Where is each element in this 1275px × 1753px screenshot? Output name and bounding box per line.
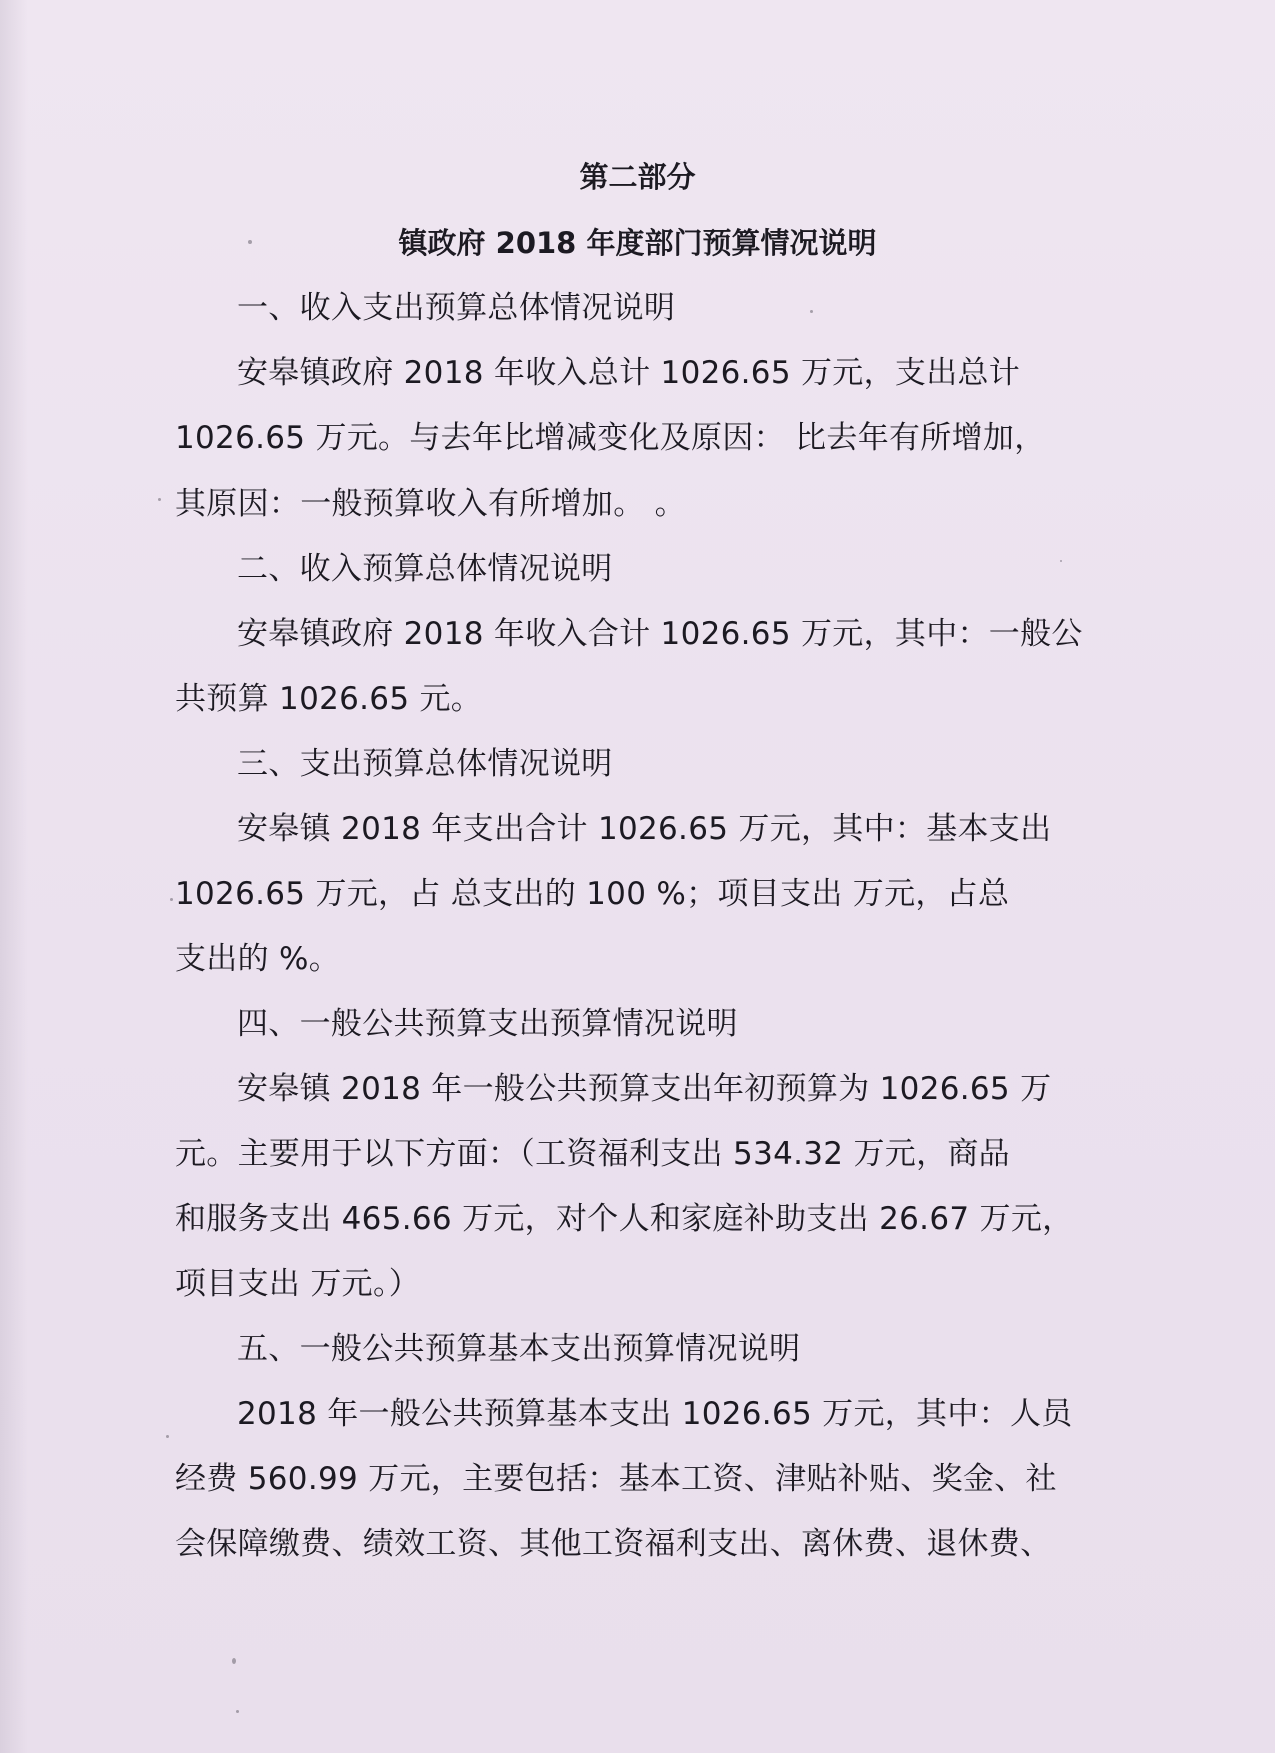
section-5-line-2: 经费 560.99 万元，主要包括：基本工资、津贴补贴、奖金、社 (175, 1461, 1057, 1497)
scan-speck (1060, 560, 1062, 562)
section-3-line-1: 安皋镇 2018 年支出合计 1026.65 万元，其中：基本支出 (237, 811, 1052, 847)
scan-speck (170, 898, 173, 901)
section-1-line-2: 1026.65 万元。与去年比增减变化及原因： 比去年有所增加， (175, 420, 1046, 456)
section-1-line-3: 其原因：一般预算收入有所增加。 。 (175, 486, 686, 522)
section-3-line-2: 1026.65 万元，占 总支出的 100 %；项目支出 万元，占总 (175, 876, 1010, 912)
scan-speck (232, 1658, 236, 1664)
section-5-line-3: 会保障缴费、绩效工资、其他工资福利支出、离休费、退休费、 (175, 1526, 1052, 1562)
scan-speck (158, 498, 161, 501)
section-1-line-1: 安皋镇政府 2018 年收入总计 1026.65 万元，支出总计 (237, 355, 1021, 391)
section-2-heading: 二、收入预算总体情况说明 (237, 551, 613, 587)
scan-edge-shadow (0, 0, 28, 1753)
section-4-heading: 四、一般公共预算支出预算情况说明 (237, 1006, 738, 1042)
section-1-heading: 一、收入支出预算总体情况说明 (237, 290, 676, 326)
scan-speck (248, 240, 252, 244)
section-4-line-4: 项目支出 万元。） (175, 1266, 421, 1302)
part-title: 第二部分 (579, 160, 696, 194)
section-2-line-1: 安皋镇政府 2018 年收入合计 1026.65 万元，其中：一般公 (237, 616, 1083, 652)
section-3-line-3: 支出的 %。 (175, 941, 341, 977)
section-4-line-2: 元。主要用于以下方面：（工资福利支出 534.32 万元，商品 (175, 1136, 1010, 1172)
section-3-heading: 三、支出预算总体情况说明 (237, 746, 613, 782)
section-5-line-1: 2018 年一般公共预算基本支出 1026.65 万元，其中：人员 (237, 1396, 1073, 1432)
scan-speck (810, 310, 813, 313)
scan-speck (236, 1710, 239, 1713)
section-4-line-1: 安皋镇 2018 年一般公共预算支出年初预算为 1026.65 万 (237, 1071, 1052, 1107)
section-4-line-3: 和服务支出 465.66 万元，对个人和家庭补助支出 26.67 万元， (175, 1201, 1074, 1237)
section-2-line-2: 共预算 1026.65 元。 (175, 681, 483, 717)
document-main-title: 镇政府 2018 年度部门预算情况说明 (398, 226, 877, 260)
scan-speck (166, 1435, 169, 1438)
section-5-heading: 五、一般公共预算基本支出预算情况说明 (237, 1331, 801, 1367)
